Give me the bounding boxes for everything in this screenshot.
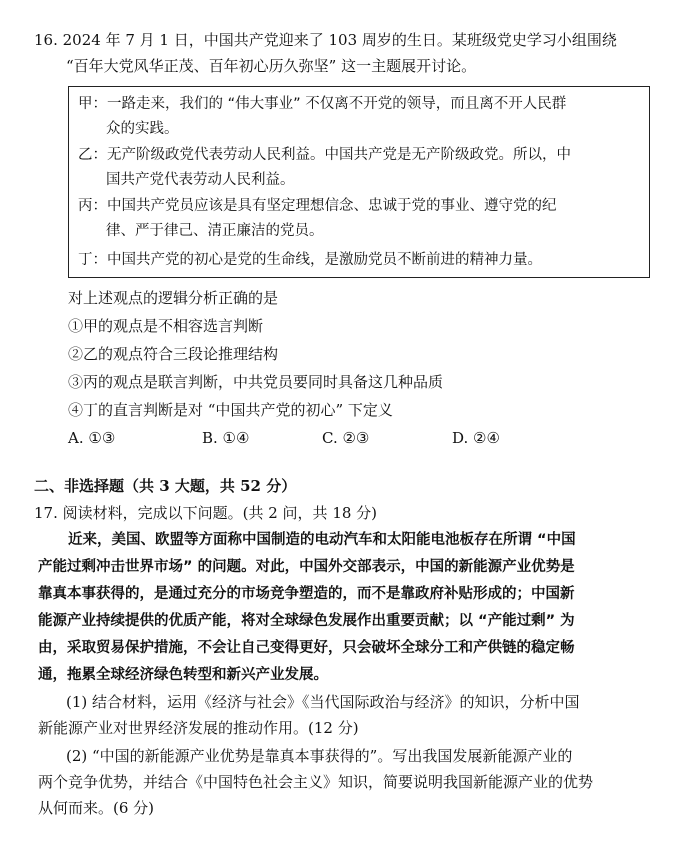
q17-material-line6: 通，拖累全球经济绿色转型和新兴产业发展。: [38, 667, 328, 683]
q16-stem-line2: “百年大党风华正茂、百年初心历久弥坚” 这一主题展开讨论。: [66, 57, 477, 75]
viewpoint-ding-line1: 丁：中国共产党的初心是党的生命线，是激励党员不断前进的精神力量。: [78, 252, 542, 268]
q17-material-line3: 靠真本事获得的，是通过充分的市场竞争塑造的，而不是靠政府补贴形成的；中国新: [38, 586, 575, 602]
q17-sub2-line2: 两个竞争优势，并结合《中国特色社会主义》知识，简要说明我国新能源产业的优势: [38, 773, 594, 791]
viewpoint-yi-line1: 乙：无产阶级政党代表劳动人民利益。中国共产党是无产阶级政党。所以，中: [78, 147, 571, 163]
viewpoint-jia-line1: 甲：一路走来，我们的 “伟大事业” 不仅离不开党的领导，而且离不开人民群: [78, 96, 567, 112]
q17-material-line1: 近来，美国、欧盟等方面称中国制造的电动汽车和太阳能电池板存在所谓 “中国: [68, 532, 576, 548]
viewpoint-jia-line2: 众的实践。: [106, 121, 179, 137]
q17-material-line5: 由，采取贸易保护措施，不会让自己变得更好，只会破坏全球分工和产供链的稳定畅: [38, 640, 575, 656]
viewpoint-bing-line2: 律、严于律己、清正廉洁的党员。: [106, 223, 324, 239]
section2-title: 二、非选择题（共 3 大题，共 52 分）: [34, 477, 297, 495]
option-c[interactable]: C. ②③: [322, 429, 370, 447]
viewpoint-yi-line2: 国共产党代表劳动人民利益。: [106, 172, 295, 188]
q16-item-1: ①甲的观点是不相容选言判断: [68, 317, 264, 335]
q17-sub2-line3: 从何而来。(6 分): [38, 799, 155, 817]
q16-item-2: ②乙的观点符合三段论推理结构: [68, 345, 279, 363]
option-d[interactable]: D. ②④: [452, 429, 500, 447]
q16-options: [68, 428, 628, 448]
q17-material-line4: 能源产业持续提供的优质产能，将对全球绿色发展作出重要贡献；以 “产能过剩” 为: [38, 613, 575, 629]
viewpoint-bing-line1: 丙：中国共产党员应该是具有坚定理想信念、忠诚于党的事业、遵守党的纪: [78, 198, 557, 214]
q16-stem-line1: 16. 2024 年 7 月 1 日，中国共产党迎来了 103 周岁的生日。某班级党史学习小组围绕: [34, 31, 617, 49]
q17-stem: 17. 阅读材料，完成以下问题。(共 2 问，共 18 分): [34, 504, 378, 522]
q17-sub1-line1: (1) 结合材料，运用《经济与社会》《当代国际政治与经济》的知识，分析中国: [66, 693, 580, 711]
option-b[interactable]: B. ①④: [202, 429, 250, 447]
option-a[interactable]: A. ①③: [68, 429, 116, 447]
q16-question: 对上述观点的逻辑分析正确的是: [68, 289, 279, 307]
q17-sub2-line1: (2) “中国的新能源产业优势是靠真本事获得的”。写出我国发展新能源产业的: [66, 747, 573, 765]
q16-item-3: ③丙的观点是联言判断，中共党员要同时具备这几种品质: [68, 373, 444, 391]
q17-sub1-line2: 新能源产业对世界经济发展的推动作用。(12 分): [38, 719, 359, 737]
q16-item-4: ④丁的直言判断是对 “中国共产党的初心” 下定义: [68, 401, 393, 419]
q17-material-line2: 产能过剩冲击世界市场” 的问题。对此，中国外交部表示，中国的新能源产业优势是: [38, 559, 575, 575]
